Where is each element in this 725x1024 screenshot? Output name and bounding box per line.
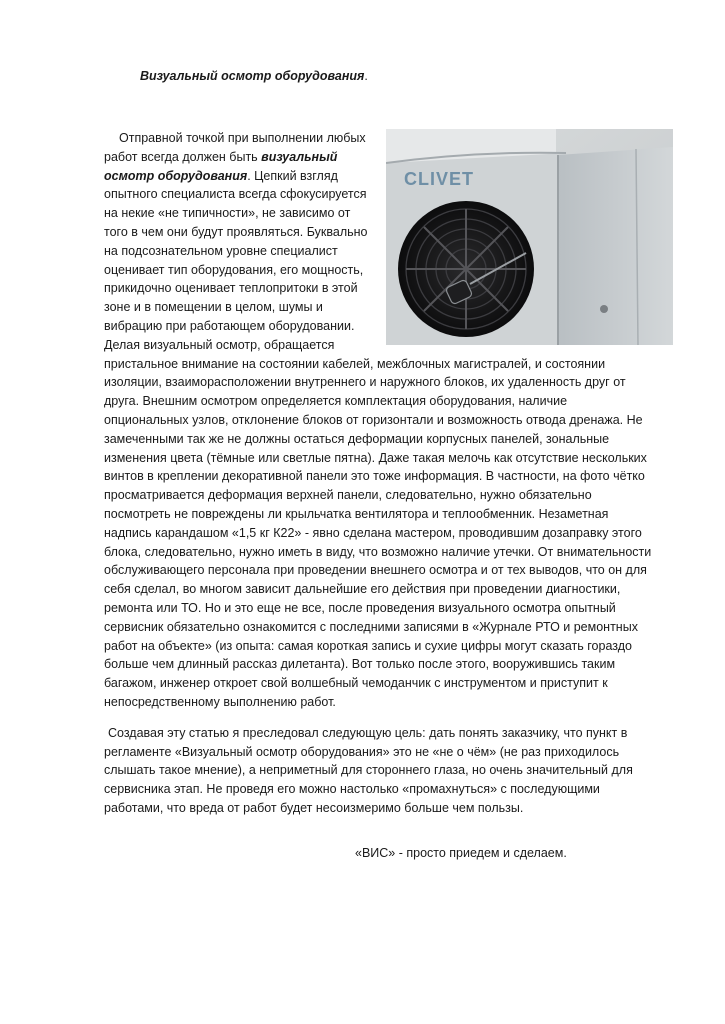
paragraph-1-text: . Цепкий взгляд опытного специалиста всегда сфокусируется на некие «не типичности», не зависимо от того в чем они будут проявляться. Буквально на подсознательном уровне специалист оценивает тип оборудования, его мощность, прикидочно оценивает теплопритоки в этой зоне и в помещении в целом, шумы и вибрацию при работающем оборудовании. Делая визуальный осмотр, обращается пристальное внимание на состоянии кабелей, межблочных магистралей, и состоянии изоляции, взаиморасположении внутреннего и наружного блоков, их удаленность друг от друга. Внешним осмотром определяется комплектация оборудования, наличие опциональных узлов, отклонение блоков от горизонтали и возможность отвода дренажа. Не замеченными так же не должны остаться деформации корпусных панелей, зональные изменения цвета (тёмные или светлые пятна). Даже такая мелочь как отсутствие нескольких винтов в креплении декоративной панели это тоже информация. В частности, на фото чётко просматривается деформация верхней панели, следовательно, нужно обязательно посмотреть не повреждены ли крыльчатка вентилятора и теплообменник. Незаметная надпись карандашом «1,5 кг К22» - явно сделана мастером, проводившим дозаправку этого блока, следовательно, нужно иметь в виду, что возможно наличие утечки. От внимательности обслуживающего персонала при проведении внешнего осмотра и от тех выводов, что он для себя сделал, во многом зависит дальнейшие его действия при проведении диагностики, ремонта или ТО. Но и это еще не все, после проведения визуального осмотра опытный сервисник обязательно ознакомится с последними записями в «Журнале РТО и ремонтных работ на объекте» (из опыта: самая короткая запись и сухие цифры могут сказать гораздо больше чем длинный рассказ дилетанта). Вот только после этого, вооружившись таким багажом, инженер откроет свой волшебный чемоданчик с инструментом и приступит к непосредственному выполнению работ. (104, 168, 652, 709)
page-title-text: Визуальный осмотр оборудования (140, 69, 365, 83)
panel-screw (600, 305, 608, 313)
paragraph-2 (104, 724, 652, 818)
paragraph-1-intro: Отправной точкой при выполнении любых работ всегда должен быть (104, 131, 366, 164)
page-title-period: . (364, 69, 368, 83)
ac-unit-photo (386, 129, 673, 345)
paragraph-2-text: Создавая эту статью я преследовал следующую цель: дать понять заказчику, что пункт в регламенте «Визуальный осмотр оборудования» это не «не о чём» (не раз приходилось слышать такое мнение), а неприметный для стороннего глаза, но очень значительный для сервисника этап. Не проведя его можно настолько «промахнуться» с последующими работами, что вреда от работ будет несоизмеримо больше чем пользы. (104, 725, 633, 815)
unit-side-panel (558, 147, 673, 345)
fan-grille-spokes (406, 209, 526, 329)
brand-logo: CLIVET (404, 169, 475, 189)
article-body (104, 129, 652, 818)
ac-unit-photo-svg (386, 129, 673, 345)
company-signature: «ВИС» - просто приедем и сделаем. (355, 846, 567, 860)
page-title (140, 69, 368, 83)
paragraph-1-emphasis: визуальный осмотр оборудования (104, 149, 338, 183)
